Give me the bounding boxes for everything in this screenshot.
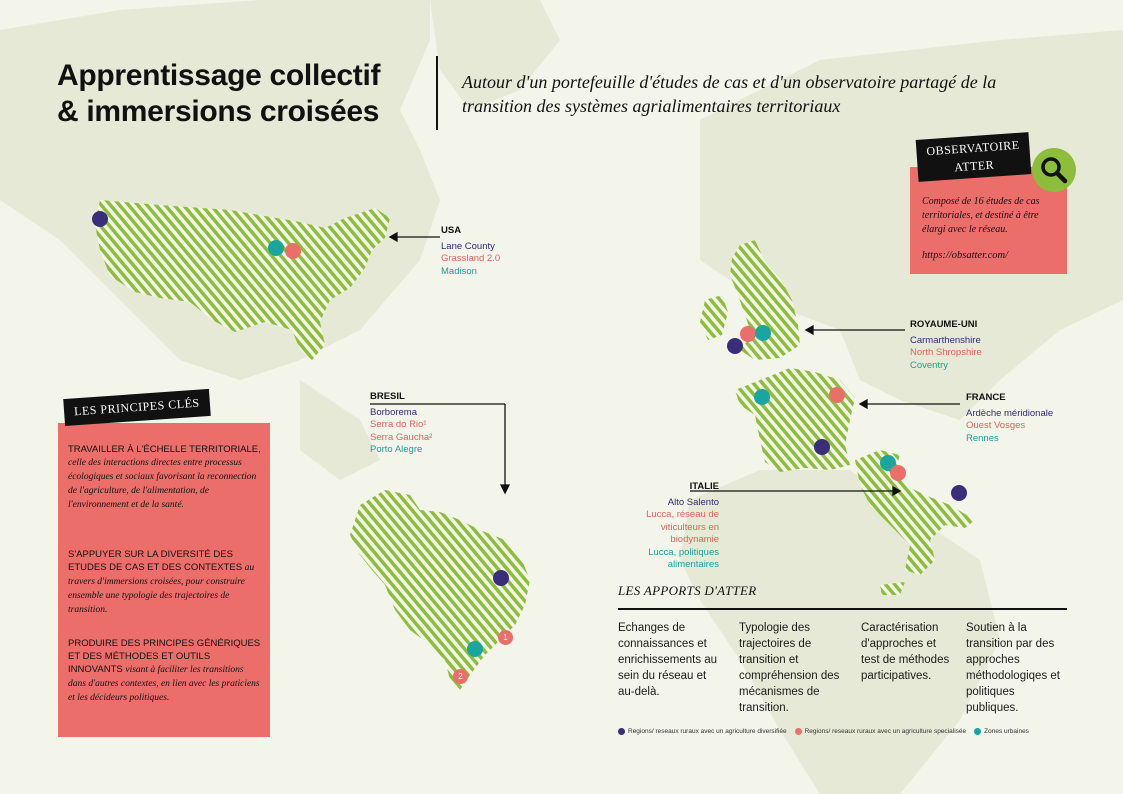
apport-item-3: Caractérisation d'approches et test de méthodes participatives.	[861, 622, 950, 682]
label-usa-title: USA	[441, 225, 462, 236]
map-legend	[618, 728, 1037, 735]
label-usa	[441, 225, 500, 278]
label-bresil-site-1: Borborema	[370, 406, 417, 418]
france-shape	[735, 368, 855, 472]
brazil-shape	[350, 490, 530, 690]
marker-ouest-vosges	[829, 387, 845, 403]
apports-divider	[618, 608, 1067, 610]
principe-1-body: celle des interactions directes entre processus écologiques et sociaux favorisant la reconnection de l'agriculture, de l'alimentation, de l'environnement et de la santé.	[68, 458, 257, 510]
title-line-1: Apprentissage collectif	[57, 59, 381, 92]
marker-madison	[268, 240, 284, 256]
marker-lane-county	[92, 211, 108, 227]
marker-serra-do-rio: 1	[498, 630, 513, 645]
principe-2-heading: S'APPUYER SUR LA DIVERSITÉ DES ETUDES DE CAS ET DES CONTEXTES	[68, 549, 243, 573]
label-italie-site-2: Lucca, réseau de viticulteurs en biodynamie	[646, 509, 719, 545]
label-bresil-title: BRESIL	[370, 391, 405, 402]
legend-swatch-teal	[974, 728, 981, 735]
observatoire-tag-line-2: ATTER	[953, 157, 995, 175]
search-icon	[1032, 148, 1076, 192]
legend-swatch-pink	[795, 728, 802, 735]
principe-1-heading: TRAVAILLER À L'ÉCHELLE TERRITORIALE,	[68, 444, 261, 455]
principe-3-body: visant à faciliter les transitions dans d'autres contextes, en lien avec les praticiens et les décideurs politiques.	[68, 665, 260, 703]
title-line-2: & immersions croisées	[57, 95, 380, 128]
observatoire-link[interactable]: https://obsatter.com/	[922, 250, 1009, 261]
apports-title: LES APPORTS D'ATTER	[618, 583, 757, 598]
marker-borborema	[493, 570, 509, 586]
legend-item-specialised	[795, 728, 967, 735]
marker-alto-salento	[951, 485, 967, 501]
label-bresil-site-2: Serra do Rio¹	[370, 419, 427, 430]
label-france-site-2: Ouest Vosges	[966, 420, 1026, 431]
marker-grassland	[285, 243, 301, 259]
observatoire-tag-line-1: OBSERVATOIRE	[925, 137, 1021, 159]
label-uk-site-1: Carmarthenshire	[910, 334, 981, 346]
principe-3	[68, 637, 262, 705]
principe-3-heading: PRODUIRE DES PRINCIPES GÉNÉRIQUES ET DES MÉTHODES ET OUTILS INNOVANTS	[68, 638, 261, 675]
principes-box	[58, 423, 270, 737]
apport-item-4: Soutien à la transition par des approches méthodologiqes et politiques publiques.	[966, 622, 1060, 714]
label-bresil-site-4: Porto Alegre	[370, 444, 423, 455]
label-uk-site-2: North Shropshire	[910, 347, 982, 358]
label-italie-title: ITALIE	[689, 481, 719, 492]
apport-item-1: Echanges de connaissances et enrichissements au sein du réseau et au-delà.	[618, 622, 718, 698]
marker-lucca-viticulteurs	[890, 465, 906, 481]
label-usa-site-2: Grassland 2.0	[441, 253, 501, 264]
marker-coventry	[755, 325, 771, 341]
label-uk-title: ROYAUME-UNI	[910, 319, 978, 330]
label-usa-site-3: Madison	[441, 265, 477, 277]
marker-rennes	[754, 389, 770, 405]
label-france-title: FRANCE	[966, 392, 1006, 403]
ireland-shape	[700, 295, 728, 340]
page-subtitle: Autour d'un portefeuille d'études de cas et d'un observatoire partagé de la transition des systèmes agrialimentaires territoriaux	[462, 72, 997, 116]
label-italie-site-1: Alto Salento	[667, 496, 719, 508]
label-italie	[620, 481, 719, 572]
label-france-site-3: Rennes	[966, 432, 999, 444]
principe-2-body: au travers d'immersions croisées, pour construire ensemble une typologie des trajectoires de transition.	[68, 563, 255, 615]
principe-2	[68, 548, 262, 617]
legend-label-urban: Zones urbaines	[984, 728, 1029, 735]
marker-ardeche	[814, 439, 830, 455]
marker-north-shropshire	[740, 326, 756, 342]
observatoire-description: Composé de 16 études de cas territoriales, et destiné à être élargi avec le réseau.	[922, 196, 1040, 235]
observatoire-tag	[916, 132, 1032, 182]
title-divider	[436, 56, 438, 130]
principe-1	[68, 443, 262, 512]
legend-label-diversified: Regions/ reseaux ruraux avec un agriculture diversifiée	[628, 728, 787, 735]
apport-item-2: Typologie des trajectoires de transition et compréhension des mécanismes de transition.	[739, 622, 840, 714]
page-title	[57, 58, 380, 130]
legend-swatch-purple	[618, 728, 625, 735]
legend-item-urban	[974, 728, 1029, 735]
marker-carmarthenshire	[727, 338, 743, 354]
principes-tag: LES PRINCIPES CLÉS	[63, 389, 210, 426]
label-france	[966, 392, 1053, 445]
label-bresil	[370, 391, 432, 457]
label-royaume-uni	[910, 319, 982, 372]
marker-serra-gaucha: 2	[453, 669, 468, 684]
marker-porto-alegre	[467, 641, 483, 657]
label-france-site-1: Ardèche méridionale	[966, 407, 1054, 419]
label-italie-site-3: Lucca, politiques alimentaires	[648, 546, 719, 570]
legend-item-diversified	[618, 728, 787, 735]
label-uk-site-3: Coventry	[910, 359, 949, 371]
label-bresil-site-3: Serra Gaucha²	[370, 431, 433, 443]
label-usa-site-1: Lane County	[441, 240, 495, 252]
legend-label-specialised: Regions/ reseaux ruraux avec un agriculture specialisée	[804, 728, 967, 735]
